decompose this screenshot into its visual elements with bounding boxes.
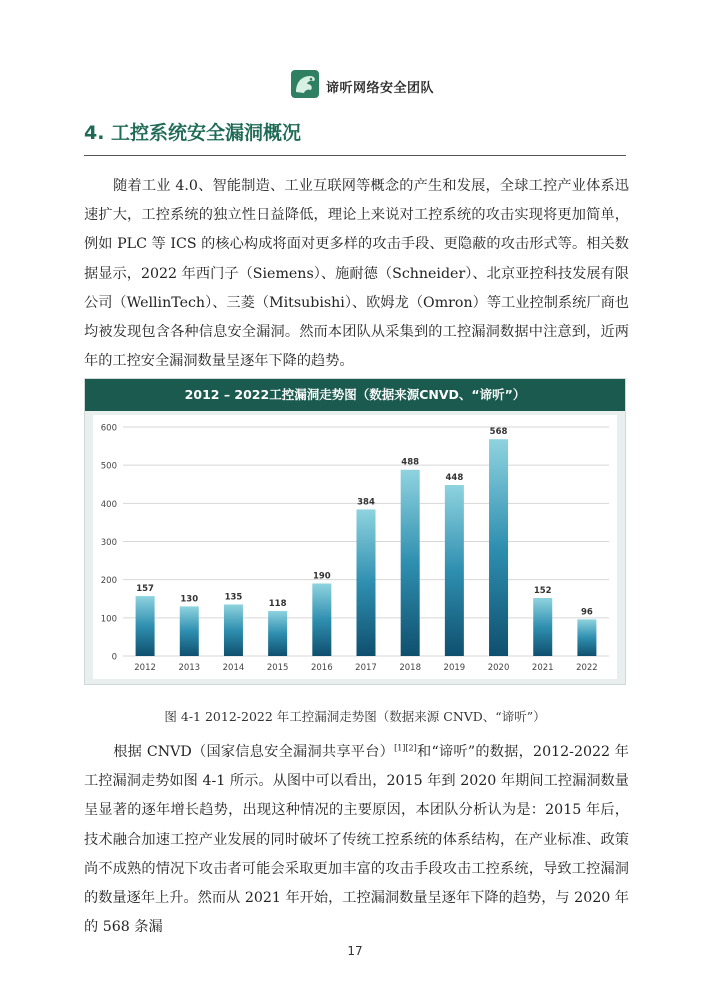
citation-superscript: [1][2] (394, 743, 417, 753)
bar-2012 (136, 596, 155, 656)
bar-2021 (533, 598, 552, 656)
paragraph-1 (84, 172, 629, 376)
x-tick-label: 2016 (310, 663, 333, 673)
x-tick-label: 2020 (487, 663, 510, 673)
bar-2017 (357, 509, 376, 656)
bar-value-label: 190 (312, 571, 331, 582)
bar-value-label: 448 (445, 473, 464, 484)
section-title: 4. 工控系统安全漏洞概况 (84, 122, 302, 144)
y-tick-label: 400 (100, 499, 117, 510)
team-logo-icon (290, 68, 320, 100)
bar-2014 (224, 604, 243, 656)
paragraph-1-text: 随着工业 4.0、智能制造、工业互联网等概念的产生和发展，全球工控产业体系迅速扩大，工控系统的独立性日益降低，理论上来说对工控系统的攻击实现将更加简单，例如 PLC 等 ICS 的核心构成将面对更多样的攻击手段、更隐蔽的攻击形式等。相关数据显示，2022 年西门子（Siemens）、施耐德（Schneider）、北京亚控科技发展有限公司（WellinTech）、三菱（Mitsubishi）、欧姆龙（Omron）等工业控制系统厂商也均被发现包含各种信息安全漏洞。然而本团队从采集到的工控漏洞数据中注意到，近两年的工控安全漏洞数量呈逐年下降的趋势。 (84, 178, 629, 370)
bar-value-label: 135 (224, 592, 243, 603)
bar-value-label: 130 (180, 594, 199, 605)
bar-value-label: 118 (268, 598, 287, 609)
bar-2013 (180, 606, 199, 656)
x-tick-label: 2017 (355, 663, 377, 673)
bar-value-label: 488 (401, 457, 420, 468)
bar-value-label: 152 (533, 585, 552, 596)
bar-chart (93, 415, 617, 679)
y-tick-label: 500 (100, 461, 117, 472)
y-tick-label: 0 (111, 652, 117, 663)
bar-value-label: 568 (489, 427, 508, 438)
page-header (0, 64, 710, 104)
title-divider (84, 155, 626, 156)
figure-caption: 图 4-1 2012-2022 年工控漏洞走势图（数据来源 CNVD、“谛听”） (164, 709, 546, 724)
page-number: 17 (347, 944, 363, 958)
x-tick-label: 2022 (576, 663, 598, 673)
bar-2016 (312, 583, 331, 656)
paragraph-2-text-b: 和“谛听”的数据，2012-2022 年工控漏洞走势如图 4-1 所示。从图中可以看出，2015 年到 2020 年期间工控漏洞数量呈显著的逐年增长趋势，出现这种情况的主要原因，本团队分析认为是：2015 年后，技术融合加速工控产业发展的同时破坏了传统工控系统的体系结构，在产业标准、政策尚不成熟的情况下攻击者可能会采取更加丰富的攻击手段攻击工控系统，导致工控漏洞的数量逐年上升。然而从 2021 年开始，工控漏洞数量呈逐年下降的趋势，与 2020 年的 568 条漏 (84, 744, 629, 936)
bar-2020 (489, 439, 508, 656)
chart-plot-area (93, 415, 617, 679)
x-tick-label: 2021 (531, 663, 554, 673)
bar-value-label: 384 (357, 497, 375, 508)
y-tick-label: 100 (100, 614, 117, 625)
y-tick-label: 300 (100, 538, 117, 548)
y-tick-label: 200 (100, 576, 117, 587)
bar-value-label: 96 (580, 607, 593, 618)
x-tick-label: 2015 (266, 663, 289, 673)
x-tick-label: 2012 (134, 663, 156, 673)
x-tick-label: 2018 (399, 663, 422, 673)
paragraph-2 (84, 738, 629, 942)
bar-2018 (401, 470, 420, 656)
bar-value-label: 157 (136, 584, 154, 595)
x-tick-label: 2013 (178, 663, 201, 673)
bar-2022 (577, 619, 596, 656)
x-tick-label: 2019 (443, 663, 466, 673)
team-name: 谛听网络安全团队 (326, 81, 435, 96)
bar-2015 (268, 611, 287, 656)
bar-2019 (445, 485, 464, 656)
y-tick-label: 600 (100, 423, 117, 434)
chart-title: 2012 – 2022工控漏洞走势图（数据来源CNVD、“谛听”） (85, 379, 625, 411)
x-tick-label: 2014 (222, 663, 245, 673)
paragraph-2-text-a: 根据 CNVD（国家信息安全漏洞共享平台） (113, 744, 395, 760)
chart-container (84, 378, 626, 685)
